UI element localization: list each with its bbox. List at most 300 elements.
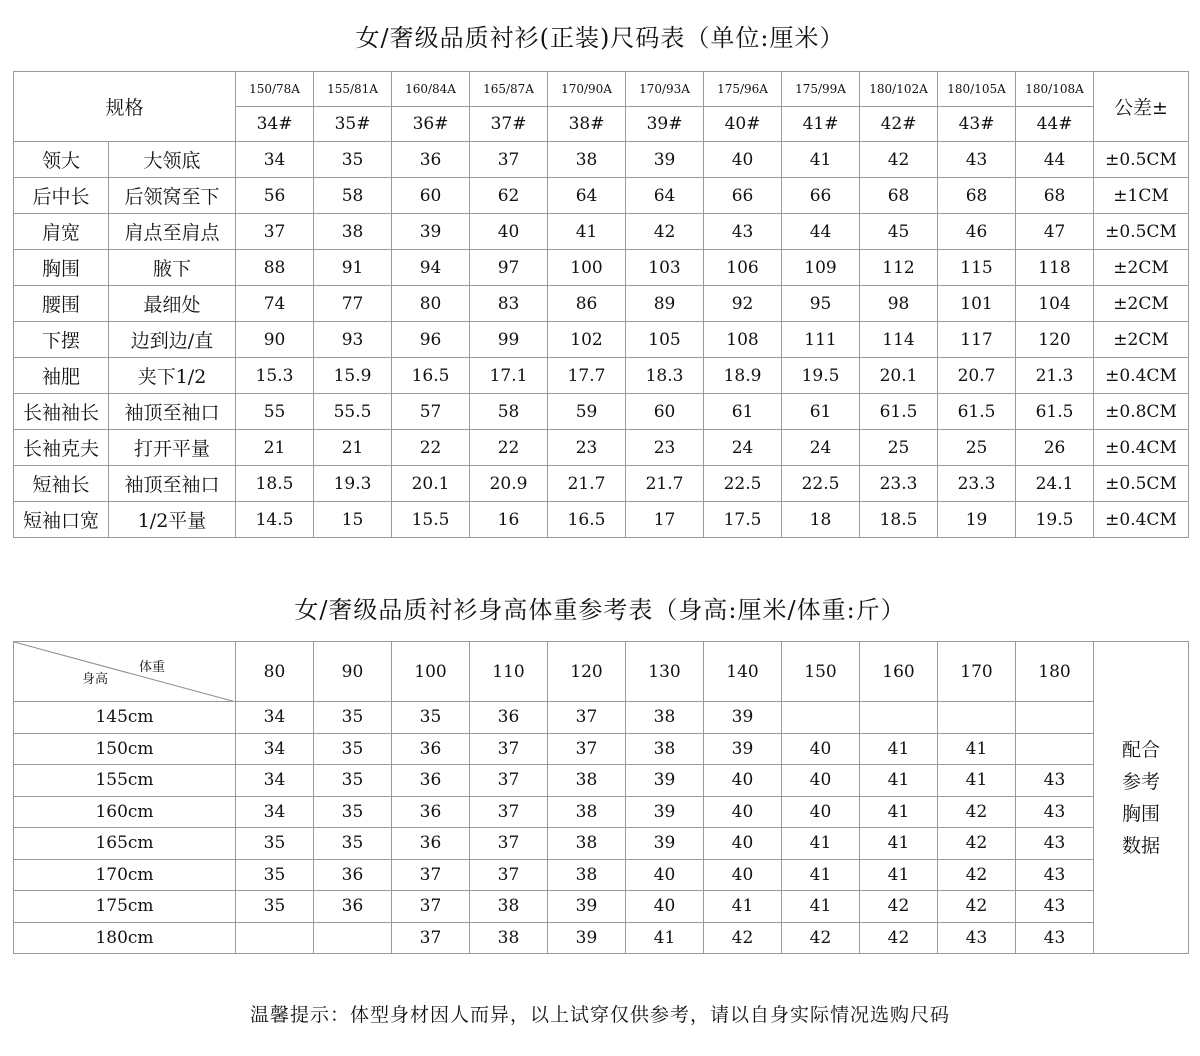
note-line: 数据: [1121, 834, 1160, 857]
measure-value: 35: [314, 142, 392, 178]
chest-size-value: 36: [392, 733, 470, 765]
chest-size-value: 36: [314, 891, 392, 923]
chest-size-value: 37: [470, 828, 548, 860]
diagonal-header-cell: [14, 642, 236, 702]
chest-size-value: 43: [1016, 922, 1094, 954]
chest-size-value: [860, 702, 938, 734]
chest-size-value: 40: [704, 859, 782, 891]
measure-value: 20.9: [470, 466, 548, 502]
measure-value: 45: [860, 214, 938, 250]
size-number: 34#: [236, 107, 314, 142]
chest-size-value: 35: [236, 891, 314, 923]
measure-value: 74: [236, 286, 314, 322]
measure-value: 22.5: [704, 466, 782, 502]
chest-size-value: 37: [548, 733, 626, 765]
measure-value: 60: [392, 178, 470, 214]
measure-name: 下摆: [14, 322, 109, 358]
tolerance-value: ±0.4CM: [1094, 502, 1189, 538]
measure-value: 37: [236, 214, 314, 250]
chest-size-value: 41: [860, 828, 938, 860]
measure-value: 42: [860, 142, 938, 178]
chest-size-value: 35: [314, 733, 392, 765]
measure-value: 39: [626, 142, 704, 178]
measure-value: 18: [782, 502, 860, 538]
height-value: 145cm: [14, 702, 236, 734]
height-value: 175cm: [14, 891, 236, 923]
measure-value: 15.3: [236, 358, 314, 394]
measure-value: 16.5: [548, 502, 626, 538]
measure-value: 21.7: [548, 466, 626, 502]
chest-size-value: 35: [236, 859, 314, 891]
measure-value: 115: [938, 250, 1016, 286]
table-row: [14, 702, 1189, 734]
measure-name: 腰围: [14, 286, 109, 322]
measure-value: 44: [782, 214, 860, 250]
measure-value: 86: [548, 286, 626, 322]
tolerance-value: ±2CM: [1094, 286, 1189, 322]
measure-value: 105: [626, 322, 704, 358]
measure-value: 61: [782, 394, 860, 430]
measure-name: 短袖长: [14, 466, 109, 502]
size-code: 160/84A: [392, 72, 470, 107]
size-number: 38#: [548, 107, 626, 142]
measure-value: 120: [1016, 322, 1094, 358]
chest-size-value: 37: [470, 859, 548, 891]
measure-value: 66: [782, 178, 860, 214]
table-row: [14, 250, 1189, 286]
chest-size-value: 36: [392, 796, 470, 828]
note-line: 配合: [1121, 738, 1160, 761]
chest-size-value: 40: [626, 859, 704, 891]
chest-size-value: 37: [548, 702, 626, 734]
chest-size-value: 34: [236, 702, 314, 734]
measure-desc: 腋下: [109, 250, 236, 286]
measure-value: 64: [548, 178, 626, 214]
measure-value: 106: [704, 250, 782, 286]
tolerance-value: ±2CM: [1094, 250, 1189, 286]
measure-value: 56: [236, 178, 314, 214]
measure-value: 21: [236, 430, 314, 466]
size-chart-table: [13, 71, 1189, 538]
measure-value: 17.1: [470, 358, 548, 394]
measure-name: 长袖克夫: [14, 430, 109, 466]
measure-value: 21.7: [626, 466, 704, 502]
measure-value: 25: [860, 430, 938, 466]
table-row: [14, 430, 1189, 466]
measure-value: 117: [938, 322, 1016, 358]
weight-header: 150: [782, 642, 860, 702]
measure-value: 58: [470, 394, 548, 430]
chest-size-value: 35: [314, 702, 392, 734]
measure-value: 19: [938, 502, 1016, 538]
measure-value: 41: [782, 142, 860, 178]
table-row: [14, 286, 1189, 322]
note-line: 参考: [1121, 770, 1160, 793]
size-code: 180/108A: [1016, 72, 1094, 107]
chest-size-value: 39: [704, 702, 782, 734]
measure-value: 90: [236, 322, 314, 358]
chest-size-value: 43: [1016, 859, 1094, 891]
chest-size-value: 39: [626, 828, 704, 860]
measure-value: 98: [860, 286, 938, 322]
height-value: 160cm: [14, 796, 236, 828]
size-number: 36#: [392, 107, 470, 142]
measure-desc: 夹下1/2: [109, 358, 236, 394]
weight-header: 170: [938, 642, 1016, 702]
measure-value: 23.3: [860, 466, 938, 502]
size-number: 37#: [470, 107, 548, 142]
table-row: [14, 178, 1189, 214]
measure-value: 111: [782, 322, 860, 358]
tolerance-value: ±0.4CM: [1094, 430, 1189, 466]
chest-size-value: 36: [470, 702, 548, 734]
measure-value: 55: [236, 394, 314, 430]
measure-value: 38: [314, 214, 392, 250]
chest-size-value: 37: [470, 765, 548, 797]
measure-value: 20.7: [938, 358, 1016, 394]
measure-value: 64: [626, 178, 704, 214]
table-row: [14, 891, 1189, 923]
measure-desc: 袖顶至袖口: [109, 394, 236, 430]
tolerance-value: ±1CM: [1094, 178, 1189, 214]
table-row: [14, 796, 1189, 828]
chest-size-value: 41: [782, 891, 860, 923]
measure-name: 短袖口宽: [14, 502, 109, 538]
measure-value: 61.5: [1016, 394, 1094, 430]
chest-size-value: 40: [782, 765, 860, 797]
measure-value: 44: [1016, 142, 1094, 178]
weight-label: 体重: [138, 660, 165, 675]
table-row: [14, 142, 1189, 178]
measure-value: 16: [470, 502, 548, 538]
chest-size-value: 42: [782, 922, 860, 954]
measure-value: 104: [1016, 286, 1094, 322]
tolerance-header: 公差±: [1094, 72, 1189, 142]
chest-size-value: 40: [782, 733, 860, 765]
measure-value: 103: [626, 250, 704, 286]
chest-size-value: 41: [782, 859, 860, 891]
chest-size-value: 37: [392, 859, 470, 891]
height-label: 身高: [82, 672, 109, 687]
measure-value: 112: [860, 250, 938, 286]
chest-size-value: 36: [392, 765, 470, 797]
table-row: [14, 922, 1189, 954]
measure-value: 88: [236, 250, 314, 286]
size-code: 175/96A: [704, 72, 782, 107]
measure-value: 15.9: [314, 358, 392, 394]
ref-chart-title: 女/奢级品质衬衫身高体重参考表（身高:厘米/体重:斤）: [294, 596, 906, 624]
measure-value: 80: [392, 286, 470, 322]
size-code: 170/93A: [626, 72, 704, 107]
tolerance-value: ±0.5CM: [1094, 466, 1189, 502]
measure-value: 17: [626, 502, 704, 538]
table-row: [14, 859, 1189, 891]
measure-value: 114: [860, 322, 938, 358]
size-code: 150/78A: [236, 72, 314, 107]
chest-size-value: 39: [626, 765, 704, 797]
measure-value: 89: [626, 286, 704, 322]
measure-desc: 1/2平量: [109, 502, 236, 538]
measure-name: 长袖袖长: [14, 394, 109, 430]
chest-size-value: 39: [548, 922, 626, 954]
measure-value: 58: [314, 178, 392, 214]
chest-size-value: 38: [470, 891, 548, 923]
table-row: [14, 765, 1189, 797]
measure-value: 93: [314, 322, 392, 358]
weight-header: 110: [470, 642, 548, 702]
measure-value: 23.3: [938, 466, 1016, 502]
chest-size-value: 35: [314, 765, 392, 797]
measure-value: 47: [1016, 214, 1094, 250]
size-code: 180/105A: [938, 72, 1016, 107]
measure-value: 37: [470, 142, 548, 178]
diagonal-line: [14, 642, 236, 702]
tolerance-value: ±0.8CM: [1094, 394, 1189, 430]
measure-value: 61: [704, 394, 782, 430]
weight-header: 80: [236, 642, 314, 702]
chest-size-value: [236, 922, 314, 954]
chest-size-value: 42: [860, 922, 938, 954]
chest-size-value: 37: [470, 733, 548, 765]
measure-desc: 最细处: [109, 286, 236, 322]
measure-name: 后中长: [14, 178, 109, 214]
chest-size-value: 42: [938, 891, 1016, 923]
measure-value: 60: [626, 394, 704, 430]
chest-size-value: 39: [626, 796, 704, 828]
measure-desc: 边到边/直: [109, 322, 236, 358]
size-number: 35#: [314, 107, 392, 142]
measure-value: 20.1: [392, 466, 470, 502]
measure-value: 25: [938, 430, 1016, 466]
chest-size-value: 43: [1016, 765, 1094, 797]
table-row: [14, 322, 1189, 358]
tolerance-value: ±2CM: [1094, 322, 1189, 358]
size-number: 43#: [938, 107, 1016, 142]
chest-size-value: 41: [860, 765, 938, 797]
chest-size-value: [1016, 702, 1094, 734]
table-row: [14, 733, 1189, 765]
chest-size-value: 35: [314, 828, 392, 860]
measure-value: 83: [470, 286, 548, 322]
tolerance-value: ±0.5CM: [1094, 142, 1189, 178]
measure-name: 领大: [14, 142, 109, 178]
measure-value: 23: [626, 430, 704, 466]
chest-size-value: 35: [314, 796, 392, 828]
size-code: 170/90A: [548, 72, 626, 107]
size-number: 40#: [704, 107, 782, 142]
measure-value: 24: [782, 430, 860, 466]
chest-size-value: 34: [236, 796, 314, 828]
chest-size-value: 41: [860, 733, 938, 765]
chest-size-value: 42: [938, 828, 1016, 860]
measure-value: 55.5: [314, 394, 392, 430]
weight-header: 90: [314, 642, 392, 702]
size-number: 42#: [860, 107, 938, 142]
measure-value: 97: [470, 250, 548, 286]
measure-value: 38: [548, 142, 626, 178]
measure-desc: 肩点至肩点: [109, 214, 236, 250]
measure-value: 16.5: [392, 358, 470, 394]
measure-value: 62: [470, 178, 548, 214]
size-number: 44#: [1016, 107, 1094, 142]
measure-value: 61.5: [938, 394, 1016, 430]
weight-header: 100: [392, 642, 470, 702]
measure-value: 101: [938, 286, 1016, 322]
measure-value: 21.3: [1016, 358, 1094, 394]
chest-size-value: [314, 922, 392, 954]
measure-value: 15: [314, 502, 392, 538]
ref-chart-table: [13, 641, 1189, 954]
measure-name: 肩宽: [14, 214, 109, 250]
table-row: [14, 394, 1189, 430]
chest-size-value: 41: [860, 796, 938, 828]
measure-value: 109: [782, 250, 860, 286]
measure-value: 43: [938, 142, 1016, 178]
chest-size-value: 42: [860, 891, 938, 923]
size-code: 175/99A: [782, 72, 860, 107]
chest-size-value: 38: [548, 828, 626, 860]
measure-value: 40: [704, 142, 782, 178]
measure-value: 19.3: [314, 466, 392, 502]
chest-size-value: 39: [704, 733, 782, 765]
chest-size-value: 35: [392, 702, 470, 734]
weight-header: 180: [1016, 642, 1094, 702]
chest-size-value: 36: [314, 859, 392, 891]
measure-value: 18.3: [626, 358, 704, 394]
chest-size-value: 36: [392, 828, 470, 860]
chest-size-value: 34: [236, 733, 314, 765]
measure-value: 36: [392, 142, 470, 178]
chest-size-value: 39: [548, 891, 626, 923]
chest-size-value: 42: [938, 859, 1016, 891]
chest-size-value: [782, 702, 860, 734]
table-row: [14, 358, 1189, 394]
height-value: 180cm: [14, 922, 236, 954]
measure-value: 46: [938, 214, 1016, 250]
measure-value: 24.1: [1016, 466, 1094, 502]
height-value: 150cm: [14, 733, 236, 765]
measure-name: 胸围: [14, 250, 109, 286]
measure-value: 17.7: [548, 358, 626, 394]
chest-size-value: 43: [1016, 828, 1094, 860]
measure-value: 14.5: [236, 502, 314, 538]
measure-value: 108: [704, 322, 782, 358]
chest-size-value: 34: [236, 765, 314, 797]
chest-size-value: [938, 702, 1016, 734]
footer-tip: 温馨提示：体型身材因人而异，以上试穿仅供参考，请以自身实际情况选购尺码: [249, 1004, 950, 1026]
chest-size-value: [1016, 733, 1094, 765]
measure-name: 袖肥: [14, 358, 109, 394]
measure-value: 43: [704, 214, 782, 250]
chest-size-value: 41: [626, 922, 704, 954]
size-code: 180/102A: [860, 72, 938, 107]
measure-value: 22.5: [782, 466, 860, 502]
measure-value: 61.5: [860, 394, 938, 430]
measure-value: 68: [1016, 178, 1094, 214]
measure-value: 17.5: [704, 502, 782, 538]
measure-value: 41: [548, 214, 626, 250]
chest-size-value: 38: [548, 765, 626, 797]
measure-value: 100: [548, 250, 626, 286]
chest-size-value: 42: [704, 922, 782, 954]
chest-size-value: 41: [704, 891, 782, 923]
measure-desc: 大领底: [109, 142, 236, 178]
chest-size-value: 40: [704, 828, 782, 860]
chest-size-value: 37: [392, 891, 470, 923]
measure-value: 92: [704, 286, 782, 322]
table-row: [14, 214, 1189, 250]
height-value: 165cm: [14, 828, 236, 860]
measure-value: 68: [860, 178, 938, 214]
measure-value: 18.5: [860, 502, 938, 538]
chest-size-value: 37: [470, 796, 548, 828]
chest-size-value: 40: [704, 765, 782, 797]
chest-size-value: 42: [938, 796, 1016, 828]
chest-size-value: 43: [938, 922, 1016, 954]
measure-value: 59: [548, 394, 626, 430]
chest-size-value: 40: [626, 891, 704, 923]
size-chart-title: 女/奢级品质衬衫(正装)尺码表（单位:厘米）: [355, 24, 845, 52]
size-code: 165/87A: [470, 72, 548, 107]
measure-value: 99: [470, 322, 548, 358]
measure-value: 15.5: [392, 502, 470, 538]
chest-size-value: 41: [782, 828, 860, 860]
note-line: 胸围: [1121, 802, 1160, 825]
weight-header: 120: [548, 642, 626, 702]
chest-size-value: 38: [548, 859, 626, 891]
measure-value: 57: [392, 394, 470, 430]
measure-value: 22: [470, 430, 548, 466]
measure-value: 26: [1016, 430, 1094, 466]
chest-size-value: 38: [626, 733, 704, 765]
size-number: 41#: [782, 107, 860, 142]
measure-value: 19.5: [1016, 502, 1094, 538]
measure-value: 68: [938, 178, 1016, 214]
weight-header: 160: [860, 642, 938, 702]
measure-value: 22: [392, 430, 470, 466]
measure-value: 18.9: [704, 358, 782, 394]
measure-value: 94: [392, 250, 470, 286]
table-row: [14, 502, 1189, 538]
chest-size-value: 38: [548, 796, 626, 828]
chest-size-value: 38: [470, 922, 548, 954]
measure-value: 96: [392, 322, 470, 358]
measure-desc: 后领窝至下: [109, 178, 236, 214]
measure-value: 77: [314, 286, 392, 322]
measure-value: 39: [392, 214, 470, 250]
measure-desc: 袖顶至袖口: [109, 466, 236, 502]
weight-header: 130: [626, 642, 704, 702]
chest-size-value: 38: [626, 702, 704, 734]
table-header-row: [14, 642, 1189, 702]
weight-header: 140: [704, 642, 782, 702]
measure-desc: 打开平量: [109, 430, 236, 466]
tolerance-value: ±0.5CM: [1094, 214, 1189, 250]
chest-size-value: 40: [704, 796, 782, 828]
measure-value: 95: [782, 286, 860, 322]
spec-header: 规格: [14, 72, 236, 142]
measure-value: 40: [470, 214, 548, 250]
note-cell: [1094, 642, 1189, 954]
chest-size-value: 43: [1016, 796, 1094, 828]
measure-value: 91: [314, 250, 392, 286]
measure-value: 118: [1016, 250, 1094, 286]
measure-value: 21: [314, 430, 392, 466]
chest-size-value: 41: [938, 765, 1016, 797]
measure-value: 34: [236, 142, 314, 178]
measure-value: 18.5: [236, 466, 314, 502]
table-header-row: [14, 72, 1189, 107]
